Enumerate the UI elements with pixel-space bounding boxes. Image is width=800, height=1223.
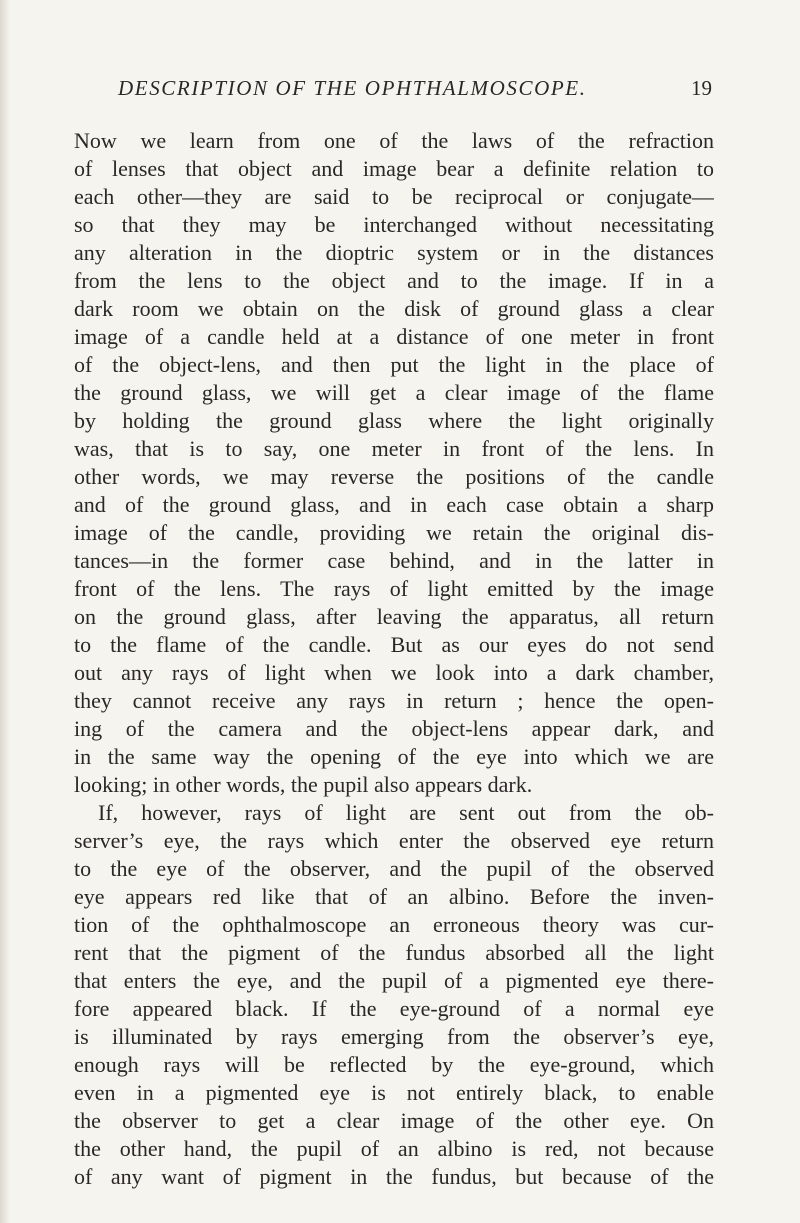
text-line: image of the candle, providing we retain the original dis- [74, 520, 714, 545]
text-line: ing of the camera and the object-lens appear dark, and [74, 716, 714, 741]
text-line: to the flame of the candle. But as our eyes do not send [74, 632, 714, 657]
text-line: the other hand, the pupil of an albino is red, not because [74, 1136, 714, 1161]
text-line: image of a candle held at a distance of one meter in front [74, 324, 714, 349]
text-line: looking; in other words, the pupil also appears dark. [74, 772, 533, 797]
text-line: to the eye of the observer, and the pupil of the observed [74, 856, 714, 881]
page-edge-shadow [0, 0, 10, 1223]
text-line: even in a pigmented eye is not entirely black, to enable [74, 1080, 714, 1105]
text-line: from the lens to the object and to the image. If in a [74, 268, 714, 293]
text-line: other words, we may reverse the positions of the candle [74, 464, 714, 489]
text-line: tances—in the former case behind, and in the latter in [74, 548, 714, 573]
text-line: in the same way the opening of the eye into which we are [74, 744, 714, 769]
text-line: fore appeared black. If the eye-ground of a normal eye [74, 996, 714, 1021]
text-line: was, that is to say, one meter in front of the lens. In [74, 436, 714, 461]
text-line: any alteration in the dioptric system or in the distances [74, 240, 714, 265]
text-line: that enters the eye, and the pupil of a pigmented eye there- [74, 968, 714, 993]
text-line: front of the lens. The rays of light emitted by the image [74, 576, 714, 601]
text-line: dark room we obtain on the disk of ground glass a clear [74, 296, 714, 321]
text-line: on the ground glass, after leaving the apparatus, all return [74, 604, 714, 629]
text-line: out any rays of light when we look into a dark chamber, [74, 660, 714, 685]
text-line: eye appears red like that of an albino. Before the inven- [74, 884, 714, 909]
text-line: rent that the pigment of the fundus absorbed all the light [74, 940, 714, 965]
page-header [118, 76, 712, 106]
text-line: If, however, rays of light are sent out from the ob- [98, 800, 714, 825]
text-line: enough rays will be reflected by the eye-ground, which [74, 1052, 714, 1077]
body-text [74, 127, 714, 1191]
text-line: and of the ground glass, and in each case obtain a sharp [74, 492, 714, 517]
text-line: of lenses that object and image bear a definite relation to [74, 156, 714, 181]
text-line: they cannot receive any rays in return ; hence the open- [74, 688, 714, 713]
text-line: of any want of pigment in the fundus, but because of the [74, 1164, 714, 1189]
text-line: the ground glass, we will get a clear image of the flame [74, 380, 714, 405]
text-line: so that they may be interchanged without necessitating [74, 212, 714, 237]
text-line: of the object-lens, and then put the light in the place of [74, 352, 714, 377]
text-line: Now we learn from one of the laws of the refraction [74, 128, 714, 153]
text-line: is illuminated by rays emerging from the observer’s eye, [74, 1024, 714, 1049]
text-line: the observer to get a clear image of the other eye. On [74, 1108, 714, 1133]
running-title: DESCRIPTION OF THE OPHTHALMOSCOPE. [118, 76, 587, 100]
text-line: server’s eye, the rays which enter the observed eye return [74, 828, 714, 853]
text-line: by holding the ground glass where the light originally [74, 408, 714, 433]
page-number: 19 [691, 76, 712, 100]
text-line: tion of the ophthalmoscope an erroneous theory was cur- [74, 912, 714, 937]
text-line: each other—they are said to be reciprocal or conjugate— [74, 184, 714, 209]
